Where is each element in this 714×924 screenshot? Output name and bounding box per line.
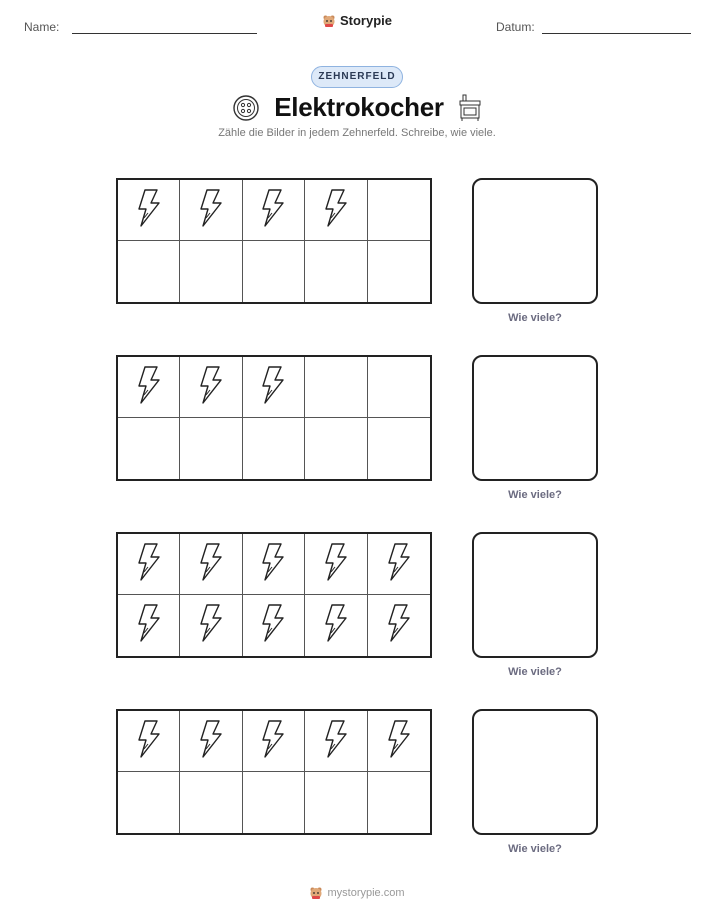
ten-frame-cell [305, 711, 367, 772]
lightning-bolt-icon [135, 365, 163, 410]
ten-frame-cell [243, 534, 305, 595]
stove-icon [458, 94, 482, 122]
ten-frame-cell [180, 711, 242, 772]
ten-frame-cell [368, 241, 430, 302]
lightning-bolt-icon [322, 188, 350, 233]
answer-label: Wie viele? [508, 312, 562, 324]
ten-frame-cell [180, 357, 242, 418]
ten-frame-cell [118, 595, 180, 656]
mascot-icon [322, 14, 336, 28]
answer-label: Wie viele? [508, 666, 562, 678]
ten-frame-cell [305, 534, 367, 595]
lightning-bolt-icon [259, 365, 287, 410]
ten-frame-cell [180, 595, 242, 656]
answer-box[interactable] [472, 178, 598, 304]
ten-frame-cell [243, 418, 305, 479]
lightning-bolt-icon [322, 603, 350, 648]
ten-frame-cell [368, 711, 430, 772]
ten-frame-cell [305, 241, 367, 302]
lightning-bolt-icon [385, 542, 413, 587]
ten-frame-cell [305, 772, 367, 833]
lightning-bolt-icon [135, 603, 163, 648]
lightning-bolt-icon [385, 719, 413, 764]
ten-frame-cell [180, 180, 242, 241]
lightning-bolt-icon [385, 603, 413, 648]
worksheet-type-badge: ZEHNERFELD [311, 66, 403, 88]
answer-box[interactable] [472, 355, 598, 481]
lightning-bolt-icon [197, 365, 225, 410]
lightning-bolt-icon [135, 719, 163, 764]
ten-frame-cell [368, 418, 430, 479]
ten-frame [116, 709, 432, 835]
ten-frame-cell [368, 357, 430, 418]
ten-frame-cell [368, 772, 430, 833]
lightning-bolt-icon [197, 719, 225, 764]
mascot-icon [309, 886, 323, 900]
date-line[interactable] [542, 33, 691, 34]
ten-frame-cell [118, 241, 180, 302]
ten-frame-cell [368, 534, 430, 595]
ten-frame-cell [118, 772, 180, 833]
lightning-bolt-icon [259, 603, 287, 648]
lightning-bolt-icon [197, 603, 225, 648]
ten-frame [116, 532, 432, 658]
ten-frame-cell [305, 357, 367, 418]
lightning-bolt-icon [135, 188, 163, 233]
ten-frame-cell [118, 180, 180, 241]
ten-frame-cell [243, 357, 305, 418]
page-title: Elektrokocher [274, 92, 444, 122]
ten-frame-cell [180, 241, 242, 302]
ten-frame-cell [180, 534, 242, 595]
footer-url: mystorypie.com [327, 887, 405, 899]
ten-frame-cell [118, 418, 180, 479]
ten-frame-cell [118, 357, 180, 418]
lightning-bolt-icon [259, 719, 287, 764]
ten-frame-cell [243, 595, 305, 656]
brand [0, 13, 714, 33]
ten-frame-cell [368, 180, 430, 241]
name-label: Name: [24, 20, 60, 34]
lightning-bolt-icon [135, 542, 163, 587]
ten-frame-cell [118, 711, 180, 772]
ten-frame-cell [243, 772, 305, 833]
ten-frame-cell [368, 595, 430, 656]
answer-label: Wie viele? [508, 843, 562, 855]
ten-frame [116, 355, 432, 481]
ten-frame-cell [243, 711, 305, 772]
lightning-bolt-icon [197, 542, 225, 587]
ten-frame-cell [118, 534, 180, 595]
ten-frame-cell [305, 418, 367, 479]
answer-box[interactable] [472, 532, 598, 658]
footer [0, 886, 714, 900]
button-icon [232, 94, 260, 122]
ten-frame-cell [305, 595, 367, 656]
ten-frame-cell [305, 180, 367, 241]
date-label: Datum: [496, 20, 535, 34]
name-line[interactable] [72, 33, 257, 34]
ten-frame-cell [243, 241, 305, 302]
ten-frame [116, 178, 432, 304]
lightning-bolt-icon [197, 188, 225, 233]
lightning-bolt-icon [259, 188, 287, 233]
brand-name: Storypie [339, 13, 392, 28]
ten-frame-cell [243, 180, 305, 241]
ten-frame-cell [180, 418, 242, 479]
answer-box[interactable] [472, 709, 598, 835]
lightning-bolt-icon [322, 719, 350, 764]
answer-label: Wie viele? [508, 489, 562, 501]
lightning-bolt-icon [259, 542, 287, 587]
lightning-bolt-icon [322, 542, 350, 587]
ten-frame-cell [180, 772, 242, 833]
instructions: Zähle die Bilder in jedem Zehnerfeld. Schreibe, wie viele. [218, 127, 496, 139]
